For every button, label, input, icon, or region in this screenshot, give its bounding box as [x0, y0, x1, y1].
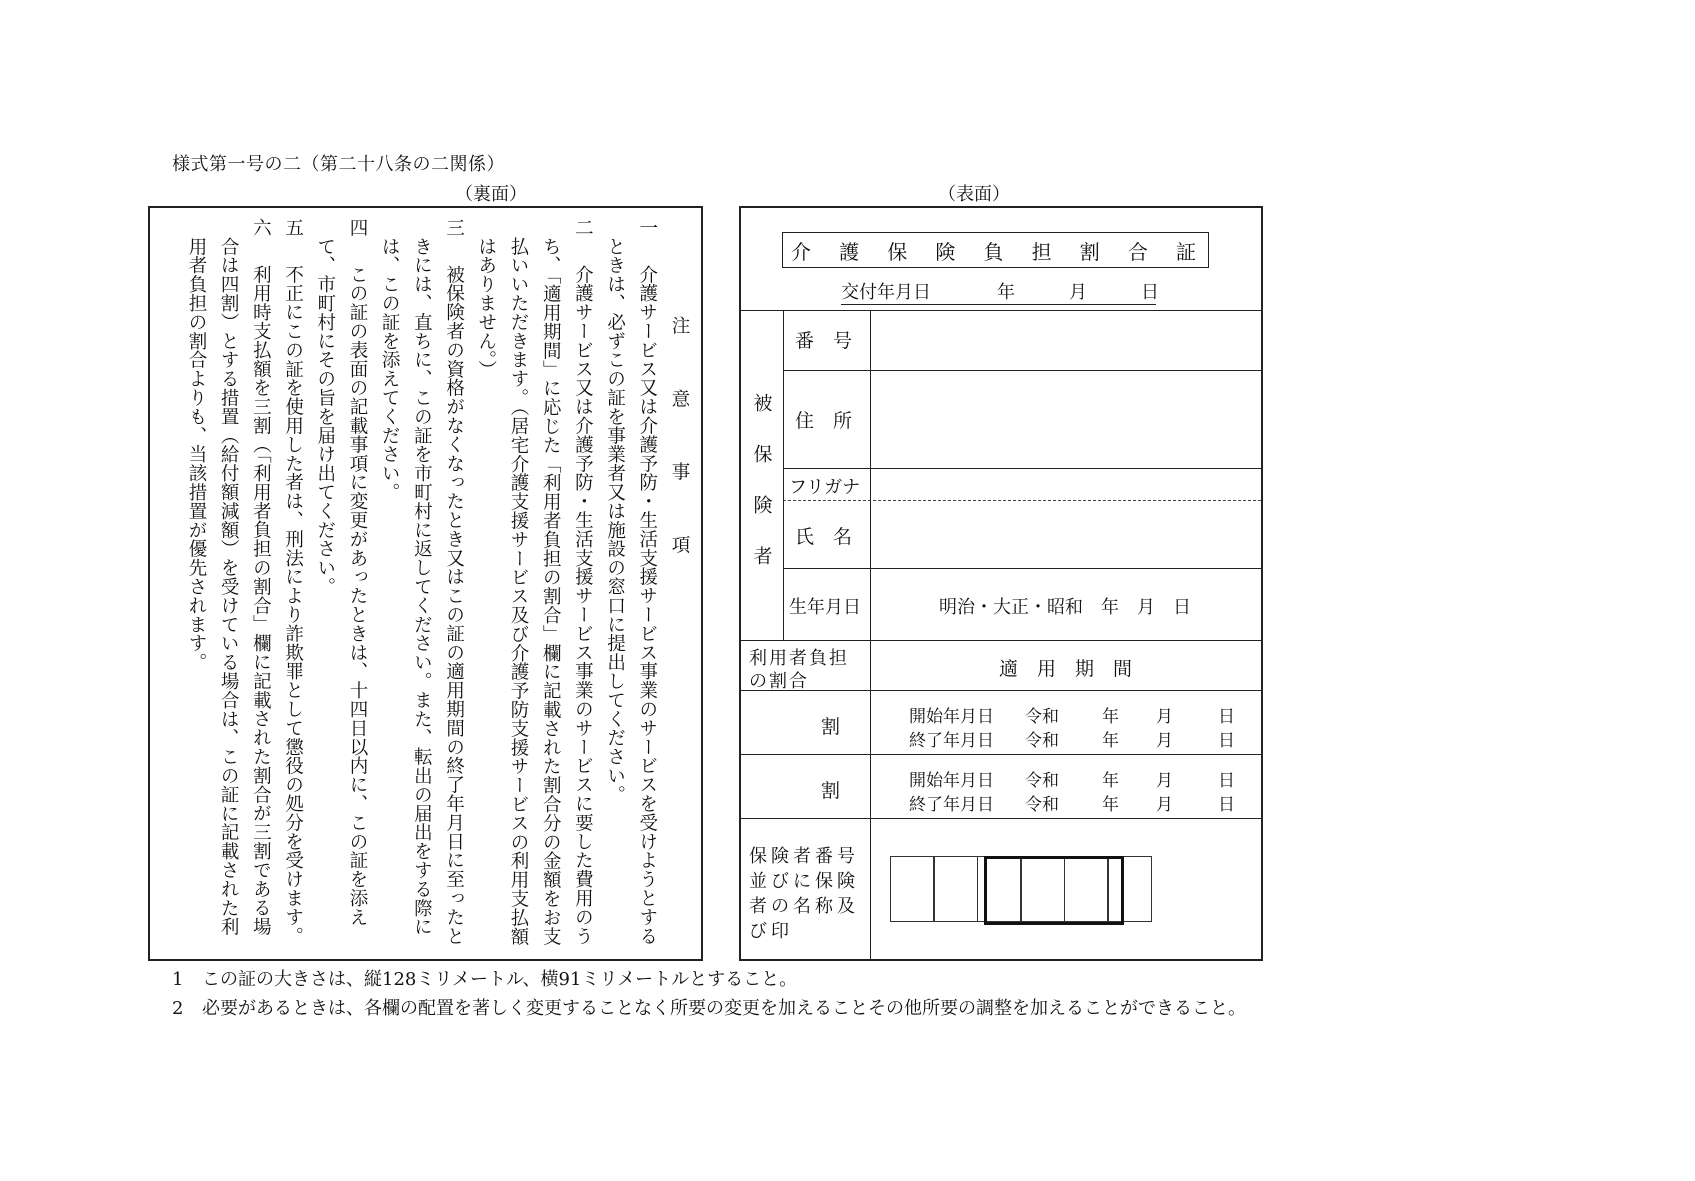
note-item	[470, 218, 599, 951]
name-label: 氏 名	[795, 526, 853, 548]
footnote	[172, 965, 1246, 994]
footnotes	[172, 965, 1246, 1023]
day-unit: 日	[1218, 771, 1235, 791]
card-title-char: 険	[935, 239, 956, 264]
insurer-label-line: 並びに保険	[749, 871, 859, 892]
ratio-label: の割合	[749, 671, 809, 692]
card-title-char: 合	[1127, 239, 1148, 264]
note-number: 一	[636, 218, 658, 237]
note-text: 介護サービス又は介護予防・生活支援サービス事業のサービスを受けようとするときは、必ずこの証を事業者又は施設の窓口に提出してください。	[604, 236, 658, 946]
footnote-number: 2	[172, 998, 184, 1019]
end-date-label: 終了年月日	[909, 795, 994, 815]
rule	[741, 690, 1261, 691]
note-number: 五	[282, 218, 304, 237]
furigana-label: フリガナ	[789, 477, 861, 498]
footnote-number: 1	[172, 969, 184, 990]
ratio-label: 利用者負担	[749, 648, 849, 669]
month-unit: 月	[1156, 795, 1173, 815]
notes-heading: 注 意 事 項	[669, 316, 690, 572]
issue-day-unit: 日	[1141, 282, 1159, 303]
rule	[783, 568, 1261, 569]
year-unit: 年	[1102, 731, 1119, 751]
card-title-char: 証	[1176, 239, 1196, 264]
rule	[783, 310, 784, 640]
issue-date-row	[841, 278, 1159, 305]
front-side-card	[739, 206, 1263, 961]
rule	[741, 310, 1261, 311]
rule	[870, 310, 871, 961]
rule	[783, 370, 1261, 371]
note-number: 二	[572, 218, 594, 237]
rule	[741, 818, 1261, 819]
insurer-label-line: 者の名称及	[749, 896, 859, 917]
footnote-text: 必要があるときは、各欄の配置を著しく変更することなく所要の変更を加えることその他所要の調整を加えることができること。	[202, 998, 1246, 1019]
day-unit: 日	[1218, 707, 1235, 727]
note-item	[276, 218, 308, 951]
start-era: 令和	[1025, 771, 1059, 791]
period-header: 適 用 期 間	[999, 658, 1133, 680]
issue-date-label: 交付年月日	[841, 282, 931, 303]
rule	[783, 468, 1261, 469]
form-title: 様式第一号の二（第二十八条の二関係）	[172, 154, 505, 175]
month-unit: 月	[1156, 771, 1173, 791]
note-item	[598, 218, 662, 951]
insurer-label-line: び印	[749, 921, 793, 942]
note-number: 四	[346, 218, 368, 237]
start-date-label: 開始年月日	[909, 771, 994, 791]
rule	[741, 640, 1261, 641]
note-text: この証の表面の記載事項に変更があったときは、十四日以内に、この証を添えて、市町村にその旨を届け出てください。	[314, 236, 368, 927]
month-unit: 月	[1156, 707, 1173, 727]
month-unit: 月	[1156, 731, 1173, 751]
back-side-label: （裏面）	[455, 184, 527, 205]
year-unit: 年	[1102, 771, 1119, 791]
start-era: 令和	[1025, 707, 1059, 727]
birth-label: 生年月日	[789, 597, 861, 618]
rule	[741, 754, 1261, 755]
note-text: 利用時支払額を三割（「利用者負担の割合」欄に記載された割合が三割である場合は四割）とする措置（給付額減額）を受けている場合は、この証に記載された利用者負担の割合よりも、当該措置が優先されます。	[185, 236, 272, 937]
card-title-char: 負	[983, 239, 1004, 264]
card-title-char: 担	[1031, 239, 1052, 264]
ratio-unit: 割	[821, 780, 841, 802]
card-title-char: 介	[791, 239, 811, 264]
day-unit: 日	[1218, 731, 1235, 751]
footnote-text: この証の大きさは、縦128ミリメートル、横91ミリメートルとすること。	[202, 969, 798, 990]
insurer-label-line: 保険者番号	[749, 846, 859, 867]
footnote	[172, 994, 1246, 1023]
ratio-unit: 割	[821, 716, 841, 738]
card-title-char: 割	[1079, 239, 1100, 264]
note-number: 六	[250, 218, 272, 237]
card-title-box	[782, 232, 1209, 268]
back-side-notes-panel	[148, 206, 703, 961]
note-number: 三	[443, 218, 465, 237]
issue-month-unit: 月	[1069, 282, 1087, 303]
note-text: 介護サービス又は介護予防・生活支援サービス事業のサービスに要した費用のうち、「適用期間」に応じた「利用者負担の割合」欄に記載された割合分の金額をお支払いいただきます。（居宅介護支援サービス及び介護予防支援サービスの利用支払額はありません。）	[475, 236, 594, 946]
end-era: 令和	[1025, 795, 1059, 815]
note-text: 被保険者の資格がなくなったとき又はこの証の適用期間の終了年月日に至ったときには、直ちに、この証を市町村に返してください。また、転出の届出をする際には、この証を添えてください。	[379, 236, 465, 946]
number-label: 番 号	[795, 330, 853, 352]
card-title-char: 保	[887, 239, 908, 264]
insurer-number-box[interactable]	[933, 856, 978, 922]
note-text: 不正にこの証を使用した者は、刑法により詐欺罪として懲役の処分を受けます。	[282, 265, 304, 946]
end-era: 令和	[1025, 731, 1059, 751]
end-date-label: 終了年月日	[909, 731, 994, 751]
insured-label: 被保険者	[750, 393, 773, 597]
notes-text	[152, 218, 695, 951]
year-unit: 年	[1102, 707, 1119, 727]
start-date-label: 開始年月日	[909, 707, 994, 727]
front-side-label: （表面）	[938, 184, 1010, 205]
card-title-char: 護	[839, 239, 860, 264]
note-item	[180, 218, 277, 951]
birth-value: 明治・大正・昭和 年 月 日	[939, 597, 1191, 618]
note-item	[309, 218, 373, 951]
address-label: 住 所	[795, 410, 853, 432]
day-unit: 日	[1218, 795, 1235, 815]
note-item	[373, 218, 470, 951]
rule-dashed	[783, 500, 1261, 501]
year-unit: 年	[1102, 795, 1119, 815]
issue-year-unit: 年	[997, 282, 1015, 303]
insurer-number-bold-frame	[984, 856, 1124, 925]
insurer-number-box[interactable]	[890, 856, 935, 922]
